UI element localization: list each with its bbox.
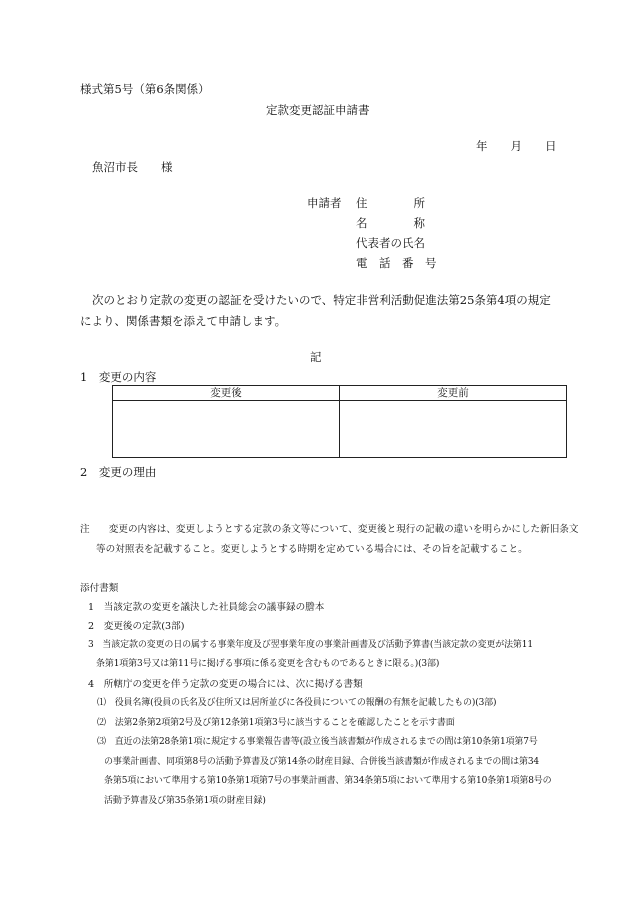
note-line-1: 注 変更の内容は、変更しようとする定款の条文等について、変更後と現行の記載の違いを明らかにした新旧条文 [80, 524, 579, 535]
column-header-before: 変更前 [437, 387, 469, 399]
document-title: 定款変更認証申請書 [266, 103, 370, 117]
body-line-2: により、関係書類を添えて申請します。 [80, 314, 287, 328]
attachment-item-3: 3 当該定款の変更の日の属する事業年度及び翌事業年度の事業計画書及び活動予算書(当該定款の変更が法第11 [88, 640, 533, 650]
attachments-heading: 添付書類 [80, 583, 119, 594]
attachment-item-2: 2 変更後の定款(3部) [88, 621, 185, 632]
note-line-2: 等の対照表を記載すること。変更しようとする時期を定めている場合には、その旨を記載すること。 [96, 544, 528, 555]
change-table [112, 385, 567, 458]
applicant-label: 申請者 [307, 196, 342, 210]
ki-heading: 記 [310, 350, 322, 364]
section-2-label: 2 変更の理由 [80, 465, 157, 479]
attachment-item-3-cont: 条第1項第3号又は第11号に掲げる事項に係る変更を含むものであるときに限る。)(3部) [96, 659, 440, 669]
section-1-label: 1 変更の内容 [80, 370, 157, 384]
sub-item-3-cont-2: 条第5項において準用する第10条第1項第7号の事業計画書、第34条第5項において準用する第10条第1項第8号の [104, 776, 552, 786]
applicant-address-label: 住 所 [356, 196, 425, 210]
date-line: 年 月 日 [476, 139, 557, 153]
applicant-representative-label: 代表者の氏名 [356, 236, 425, 250]
applicant-phone-label: 電 話 番 号 [356, 256, 437, 270]
attachment-item-1: 1 当該定款の変更を議決した社員総会の議事録の謄本 [88, 602, 325, 613]
body-line-1: 次のとおり定款の変更の認証を受けたいので、特定非営利活動促進法第25条第4項の規定 [92, 293, 551, 307]
applicant-name-label: 名 称 [356, 216, 425, 230]
cell-after-content[interactable] [113, 401, 339, 457]
sub-item-3-cont-3: 活動予算書及び第35条第1項の財産目録) [104, 796, 266, 806]
column-header-after: 変更後 [210, 387, 242, 399]
sub-item-1: ⑴ 役員名簿(役員の氏名及び住所又は居所並びに各役員についての報酬の有無を記載したもの)(3部) [97, 698, 497, 708]
form-number: 様式第5号（第6条関係） [80, 82, 210, 96]
attachment-item-4: 4 所轄庁の変更を伴う定款の変更の場合には、次に掲げる書類 [88, 679, 363, 690]
addressee: 魚沼市長 様 [92, 160, 173, 174]
sub-item-3: ⑶ 直近の法第28条第1項に規定する事業報告書等(設立後当該書類が作成されるまでの間は第10条第1項第7号 [97, 737, 538, 747]
cell-before-content[interactable] [340, 401, 566, 457]
sub-item-2: ⑵ 法第2条第2項第2号及び第12条第1項第3号に該当することを確認したことを示す書面 [97, 718, 455, 728]
sub-item-3-cont-1: の事業計画書、同項第8号の活動予算書及び第14条の財産目録、合併後当該書類が作成されるまでの間は第34 [104, 757, 539, 767]
